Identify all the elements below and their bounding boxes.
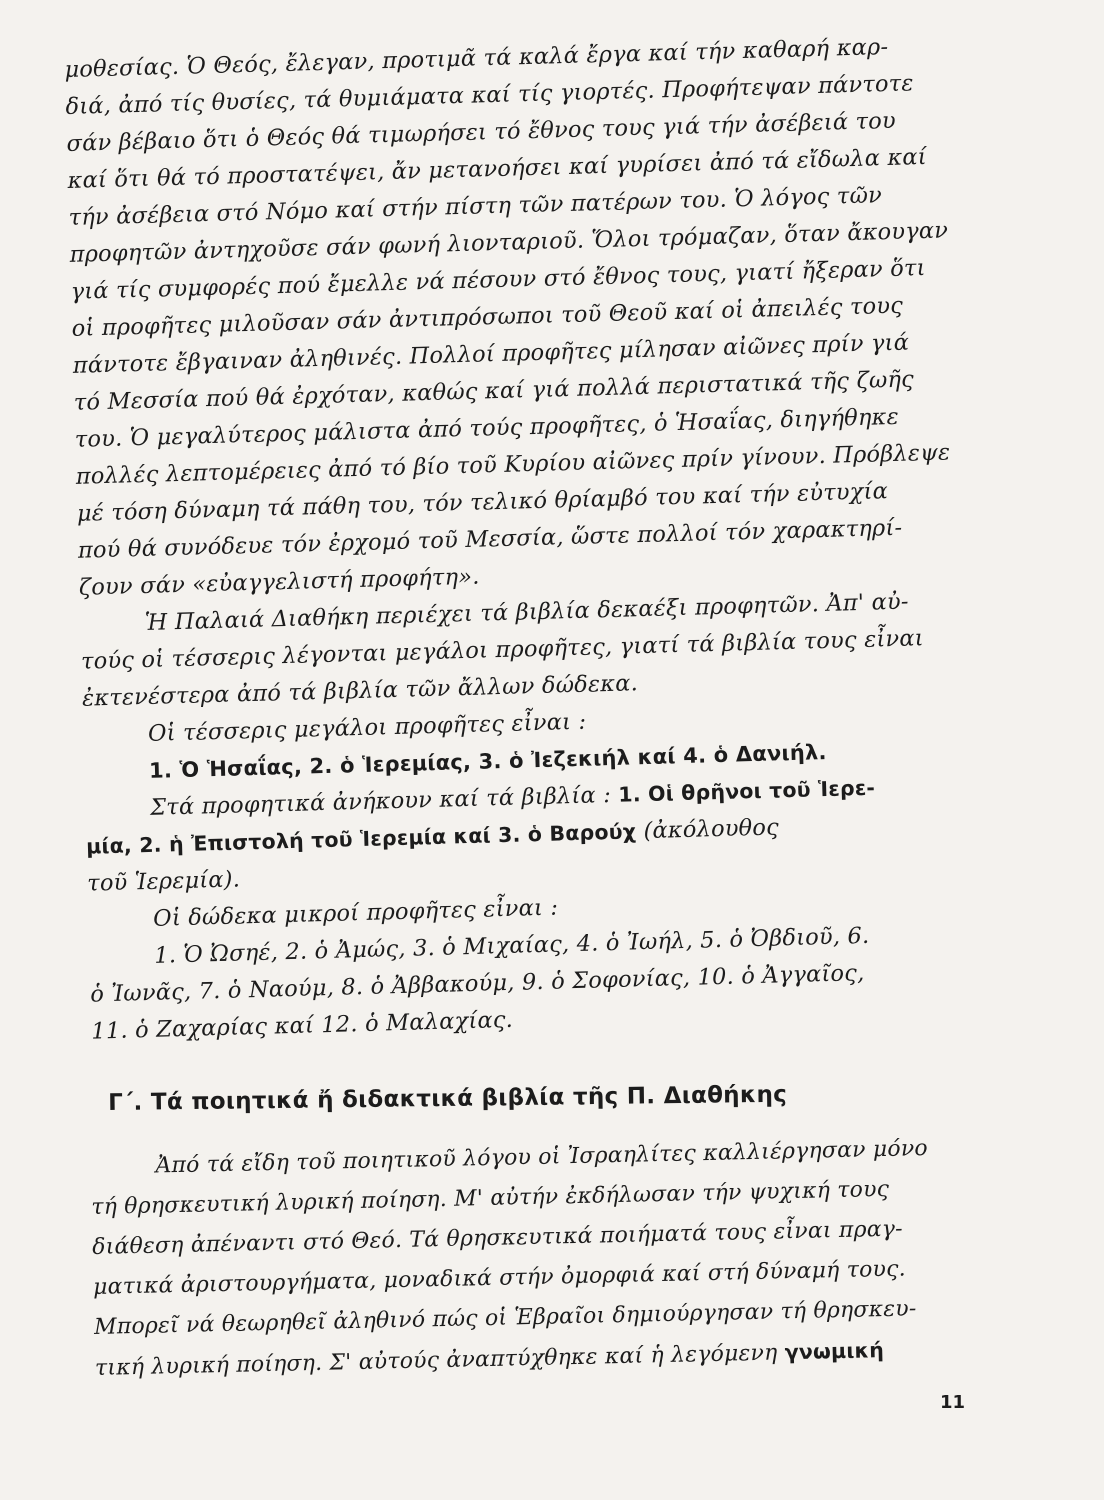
prophetic-books-line: τοῦ Ἱερεμία). xyxy=(86,866,241,897)
text-line: τό Μεσσία πού θά ἐρχόταν, καθώς καί γιά πολλά περιστατικά τῆς ζωῆς xyxy=(73,366,915,416)
text-line: τούς οἱ τέσσερις λέγονται μεγάλοι προφῆτες, γιατί τά βιβλία τους εἶναι xyxy=(80,625,925,675)
text-line: πολλές λεπτομέρειες ἀπό τό βίο τοῦ Κυρίου αἰῶνες πρίν γίνουν. Πρόβλεψε xyxy=(75,439,951,490)
text-line: πάντοτε ἔβγαιναν ἀληθινές. Πολλοί προφῆτες μίλησαν αἰῶνες πρίν γιά xyxy=(72,329,910,379)
text-line: μοθεσίας. Ὁ Θεός, ἔλεγαν, προτιμᾶ τά καλά ἔργα καί τήν καθαρή καρ- xyxy=(64,33,889,83)
text-span: (ἀκόλουθος xyxy=(643,814,780,845)
lower-text-block xyxy=(90,1128,975,1389)
text-line: διάθεση ἀπέναντι στό Θεό. Τά θρησκευτικά ποιήματά τους εἶναι πραγ- xyxy=(91,1216,904,1260)
text-line: ματικά ἀριστουργήματα, μοναδικά στήν ὀμορφιά καί στή δύναμή τους. xyxy=(92,1256,907,1300)
minor-prophets-list: 1. Ὁ Ὠσηέ, 2. ὁ Ἀμώς, 3. ὁ Μιχαίας, 4. ὁ Ἰωήλ, 5. ὁ Ὀβδιοῦ, 6. xyxy=(153,922,870,969)
bold-span: γνωμική xyxy=(784,1338,885,1365)
text-line: σάν βέβαιο ὅτι ὁ Θεός θά τιμωρήσει τό ἔθνος τους γιά τήν ἀσέβειά του xyxy=(66,107,897,157)
text-line: ζουν σάν «εὐαγγελιστή προφήτη». xyxy=(78,563,480,601)
text-line: μέ τόση δύναμη τά πάθη του, τόν τελικό θρίαμβό του καί τήν εὐτυχία xyxy=(76,478,889,527)
text-line: πού θά συνόδευε τόν ἐρχομό τοῦ Μεσσία, ὥστε πολλοί τόν χαρακτηρί- xyxy=(77,514,903,564)
text-line: Μπορεῖ νά θεωρηθεῖ ἀληθινό πώς οἱ Ἑβραῖοι δημιούργησαν τή θρησκευ- xyxy=(93,1296,917,1340)
upper-text-block xyxy=(64,27,992,1051)
text-line: του. Ὁ μεγαλύτερος μάλιστα ἀπό τούς προφῆτες, ὁ Ἡσαΐας, διηγήθηκε xyxy=(74,403,900,453)
major-prophets-list: 1. Ὁ Ἡσαΐας, 2. ὁ Ἱερεμίας, 3. ὁ Ἰεζεκιήλ καί 4. ὁ Δανιήλ. xyxy=(148,739,827,783)
text-line: Ἡ Παλαιά Διαθήκη περιέχει τά βιβλία δεκαέξι προφητῶν. Ἀπ' αὐ- xyxy=(144,588,909,636)
minor-prophets-list: 11. ὁ Ζαχαρίας καί 12. ὁ Μαλαχίας. xyxy=(91,1006,514,1045)
text-line: καί ὅτι θά τό προστατέψει, ἄν μετανοήσει καί γυρίσει ἀπό τά εἴδωλα καί xyxy=(67,143,928,194)
text-line: τήν ἀσέβεια στό Νόμο καί στήν πίστη τῶν πατέρων του. Ὁ λόγος τῶν xyxy=(68,182,883,231)
text-span: Στά προφητικά ἀνήκουν καί τά βιβλία : xyxy=(149,782,612,821)
text-line: Ἀπό τά εἴδη τοῦ ποιητικοῦ λόγου οἱ Ἰσραηλίτες καλλιέργησαν μόνο xyxy=(155,1135,929,1179)
minor-prophets-list: ὁ Ἰωνᾶς, 7. ὁ Ναούμ, 8. ὁ Ἀββακούμ, 9. ὁ Σοφονίας, 10. ὁ Ἀγγαῖος, xyxy=(89,960,865,1008)
minor-prophets-intro: Οἱ δώδεκα μικροί προφῆτες εἶναι : xyxy=(152,894,559,932)
text-line: τή θρησκευτική λυρική ποίηση. Μ' αὐτήν ἐκδήλωσαν τήν ψυχική τους xyxy=(91,1176,890,1220)
text-line: προφητῶν ἀντηχοῦσε σάν φωνή λιονταριοῦ. Ὅλοι τρόμαζαν, ὅταν ἄκουγαν xyxy=(69,217,949,268)
major-prophets-intro: Οἱ τέσσερις μεγάλοι προφῆτες εἶναι : xyxy=(147,708,587,747)
text-line: γιά τίς συμφορές πού ἔμελλε νά πέσουν στό ἔθνος τους, γιατί ἤξεραν ὅτι xyxy=(70,255,926,305)
text-line: ἐκτενέστερα ἀπό τά βιβλία τῶν ἄλλων δώδεκα. xyxy=(81,670,639,712)
page-number: 11 xyxy=(940,1392,966,1413)
section-heading: Γ΄. Τά ποιητικά ἤ διδακτικά βιβλία τῆς Π. Διαθήκης xyxy=(108,1081,788,1116)
text-line: οἱ προφῆτες μιλοῦσαν σάν ἀντιπρόσωποι τοῦ Θεοῦ καί οἱ ἀπειλές τους xyxy=(71,292,904,342)
bold-span: μία, 2. ἡ Ἐπιστολή τοῦ Ἱερεμία καί 3. ὁ Βαρούχ xyxy=(85,819,637,859)
text-line: διά, ἀπό τίς θυσίες, τά θυμιάματα καί τίς γιορτές. Προφήτεψαν πάντοτε xyxy=(65,70,915,120)
text-span: τική λυρική ποίηση. Σ' αὐτούς ἀναπτύχθηκε καί ἡ λεγόμενη xyxy=(94,1340,778,1381)
bold-span: 1. Οἱ θρῆνοι τοῦ Ἱερε- xyxy=(617,775,876,807)
